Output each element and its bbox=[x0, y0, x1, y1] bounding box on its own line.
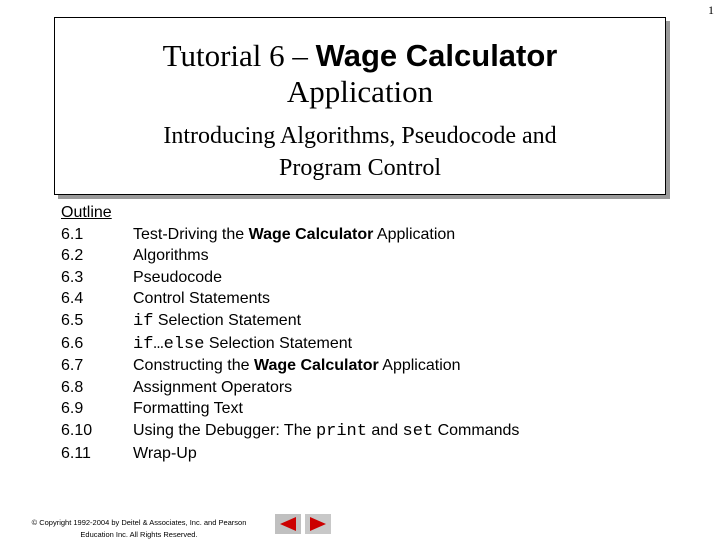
outline-text: Assignment Operators bbox=[133, 378, 293, 396]
next-slide-button[interactable] bbox=[305, 514, 331, 534]
outline-text-part: Test-Driving the bbox=[133, 225, 249, 243]
copyright-line: © Copyright 1992-2004 by Deitel & Associates, Inc. and Pearson bbox=[31, 518, 247, 527]
outline-item bbox=[61, 355, 519, 377]
outline-text bbox=[133, 224, 455, 246]
outline bbox=[61, 202, 519, 464]
outline-text-part: Using the Debugger: The bbox=[133, 421, 316, 439]
outline-number: 6.11 bbox=[61, 444, 91, 462]
outline-code: print bbox=[315, 421, 367, 441]
outline-number: 6.4 bbox=[61, 290, 84, 308]
outline-item bbox=[61, 377, 519, 399]
outline-text-part: Selection Statement bbox=[204, 334, 353, 352]
outline-text bbox=[133, 355, 461, 377]
outline-number: 6.5 bbox=[61, 311, 84, 329]
outline-text bbox=[133, 420, 519, 443]
slide-subtitle: Introducing Algorithms, Pseudocode and Program Control bbox=[163, 123, 557, 181]
outline-item bbox=[61, 443, 519, 465]
outline-number: 6.10 bbox=[61, 421, 93, 439]
outline-text-part: Commands bbox=[433, 421, 520, 439]
outline-number: 6.7 bbox=[61, 357, 84, 375]
copyright-notice bbox=[3, 517, 275, 541]
outline-item bbox=[61, 245, 519, 267]
outline-item bbox=[61, 310, 519, 333]
slide-navigation bbox=[275, 514, 331, 534]
outline-number: 6.6 bbox=[61, 334, 84, 352]
outline-text-part: Application bbox=[378, 357, 461, 375]
outline-item bbox=[61, 398, 519, 420]
title-suffix: Application bbox=[286, 74, 434, 109]
outline-heading: Outline bbox=[61, 204, 112, 221]
outline-text: Formatting Text bbox=[133, 400, 243, 418]
title-prefix: Tutorial 6 – bbox=[162, 38, 316, 73]
outline-item bbox=[61, 288, 519, 310]
slide-title bbox=[55, 38, 665, 110]
outline-text: Wrap-Up bbox=[133, 444, 197, 462]
outline-text: Control Statements bbox=[133, 290, 270, 308]
triangle-left-icon bbox=[278, 516, 298, 532]
outline-number: 6.8 bbox=[61, 378, 84, 396]
outline-text bbox=[133, 310, 301, 333]
outline-number: 6.2 bbox=[61, 247, 84, 265]
outline-item bbox=[61, 224, 519, 246]
triangle-right-icon bbox=[308, 516, 328, 532]
outline-text: Algorithms bbox=[133, 247, 209, 265]
outline-item bbox=[61, 420, 519, 443]
outline-text-bold: Wage Calculator bbox=[248, 225, 374, 243]
outline-number: 6.1 bbox=[61, 225, 84, 243]
outline-number: 6.3 bbox=[61, 268, 84, 286]
outline-item bbox=[61, 333, 519, 356]
outline-text-part: Selection Statement bbox=[153, 311, 302, 329]
outline-number: 6.9 bbox=[61, 400, 84, 418]
outline-item bbox=[61, 267, 519, 289]
outline-text-part: Application bbox=[373, 225, 456, 243]
previous-slide-button[interactable] bbox=[275, 514, 301, 534]
outline-text bbox=[133, 333, 352, 356]
page-number: 1 bbox=[708, 3, 714, 17]
title-box bbox=[54, 17, 666, 195]
title-app-name: Wage Calculator bbox=[315, 38, 558, 73]
outline-text: Pseudocode bbox=[133, 268, 222, 286]
outline-code: if…else bbox=[133, 334, 205, 354]
outline-code: set bbox=[402, 421, 434, 441]
copyright-line: Education Inc. All Rights Reserved. bbox=[80, 530, 198, 539]
outline-text-part: Constructing the bbox=[133, 357, 254, 375]
outline-code: if bbox=[133, 311, 154, 331]
outline-text-bold: Wage Calculator bbox=[253, 357, 379, 375]
outline-text-part: and bbox=[366, 421, 403, 439]
